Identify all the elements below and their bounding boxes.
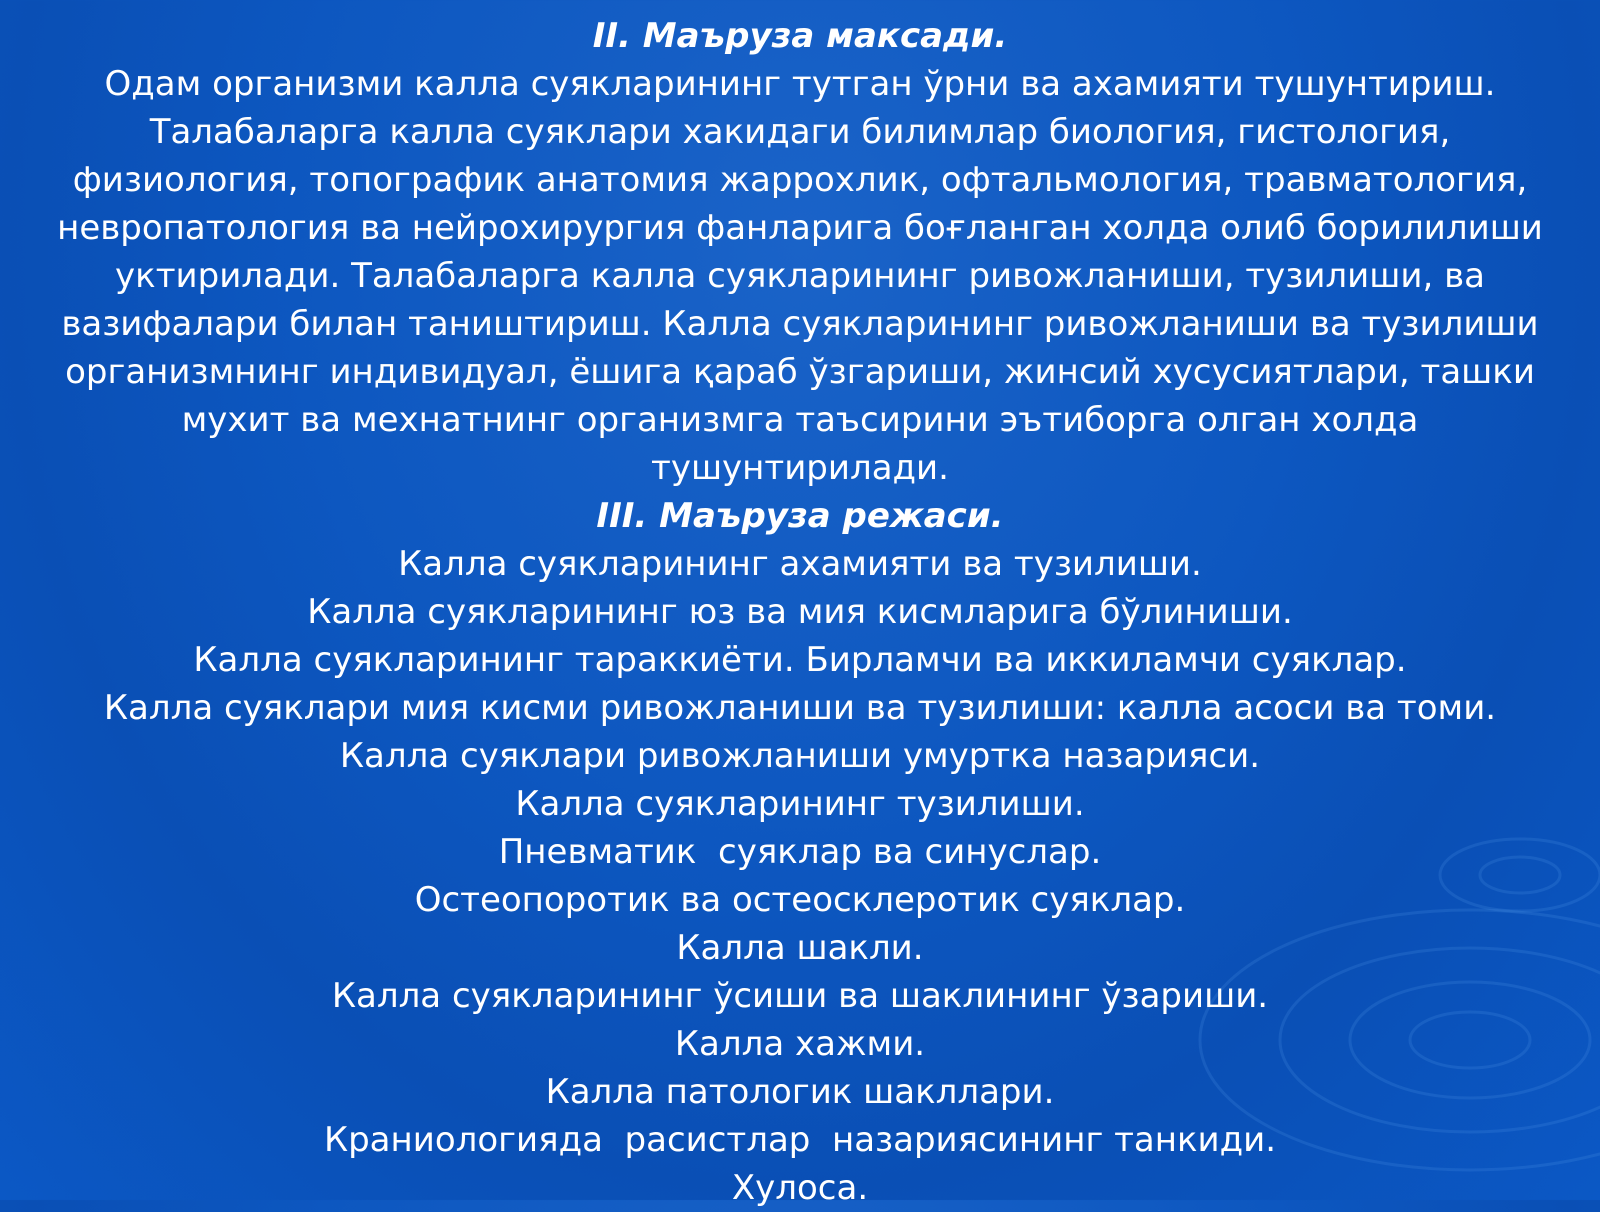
plan-item: Калла суякларининг тузилиши.: [515, 784, 1085, 824]
slide-content: [30, 12, 1570, 1212]
plan-item: Калла суякларининг ўсиши ва шаклининг ўзариши.: [331, 976, 1269, 1016]
plan-item: Пневматик суяклар ва синуслар.: [498, 832, 1102, 872]
plan-item: Остеопоротик ва остеосклеротик суяклар.: [414, 880, 1186, 920]
plan-item: Калла суяклари ривожланиши умуртка назарияси.: [339, 736, 1261, 776]
plan-item: Хулоса.: [731, 1168, 869, 1208]
paragraph-text: Одам организми калла суякларининг тутган ўрни ва ахамияти тушунтириш. Талабаларга калла суяклари хакидаги билимлар биология, гистология, физиология, топографик анатомия жаррохлик, офтальмология, травматология, невропатология ва нейрохирургия фанларига боғланган холда олиб борилилиши уктирилади. Талабаларга калла суякларининг ривожланиши, тузилиши, ва вазифалари билан таништириш. Калла суякларининг ривожланиши ва тузилиши организмнинг индивидуал, ёшига қараб ўзгариши, жинсий хусусиятлари, ташки мухит ва мехнатнинг организмга таъсирини эътиборга олган холда тушунтирилади.: [57, 64, 1543, 488]
plan-item: Калла хажми.: [674, 1024, 926, 1064]
plan-item: Калла патологик шакллари.: [545, 1072, 1055, 1112]
plan-item: Калла суяклари мия кисми ривожланиши ва тузилиши: калла асоси ва томи.: [103, 688, 1497, 728]
plan-item: Краниологияда расистлар назариясининг танкиди.: [323, 1120, 1277, 1160]
section-3-heading: III. Маъруза режаси.: [596, 496, 1004, 536]
lecture-plan-list: [30, 540, 1570, 1212]
plan-item: Калла шакли.: [676, 928, 924, 968]
section-2-heading: II. Маъруза максади.: [592, 16, 1008, 56]
section-2-paragraph: [30, 60, 1570, 492]
plan-item: Калла суякларининг тараккиёти. Бирламчи ва иккиламчи суяклар.: [193, 640, 1407, 680]
plan-item: Калла суякларининг юз ва мия кисмларига бўлиниши.: [307, 592, 1293, 632]
plan-item: Калла суякларининг ахамияти ва тузилиши.: [398, 544, 1202, 584]
